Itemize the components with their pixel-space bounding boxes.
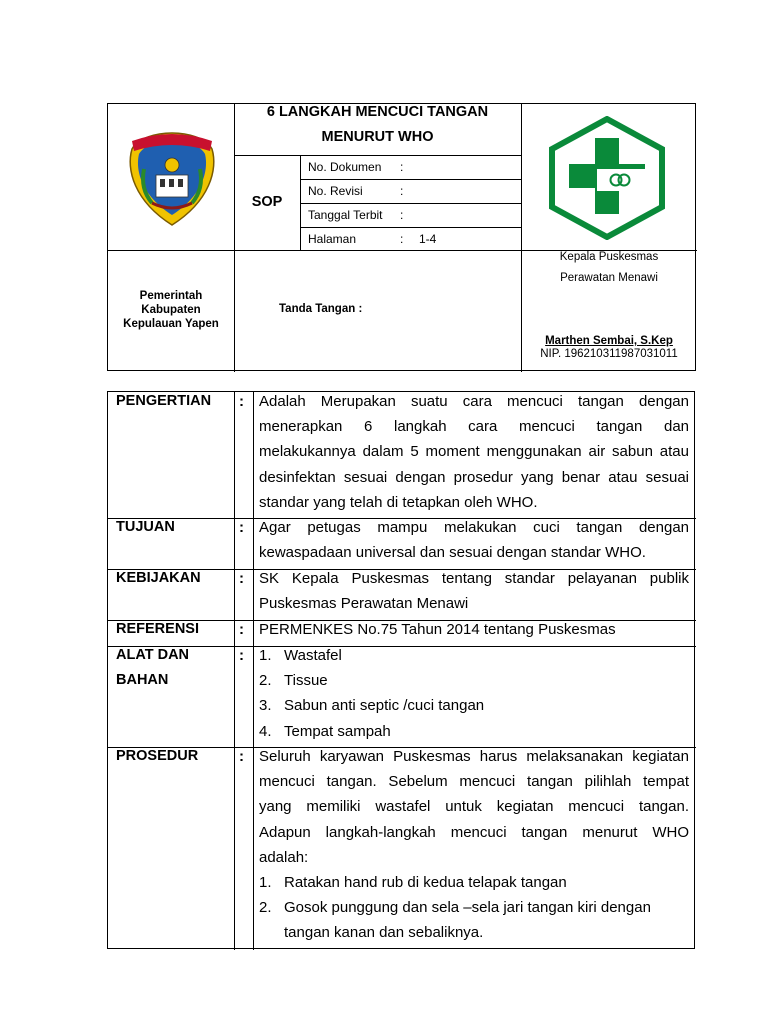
doc-field-halaman-value: 1-4 — [419, 232, 437, 246]
tujuan-colon: : — [239, 519, 244, 536]
sop-label: SOP — [251, 194, 283, 210]
doc-field-tanggal-sep: : — [400, 208, 404, 222]
kebijakan-text: SK Kepala Puskesmas tentang standar pelayanan publik Puskesmas Perawatan Menawi — [259, 570, 689, 613]
kebijakan-label: KEBIJAKAN — [116, 570, 201, 586]
head-title-line2: Perawatan Menawi — [560, 272, 658, 284]
alat-item: 1. Wastafel — [259, 647, 342, 664]
alat-item: 3. Sabun anti septic /cuci tangan — [259, 697, 485, 715]
alat-list — [259, 643, 689, 744]
prosedur-text: Seluruh karyawan Puskesmas harus melaksanakan kegiatan mencuci tangan. Sebelum mencuci tangan pilihlah tempat yang memiliki wastafel untuk kegiatan mencuci tangan. Adapun langkah-langkah mencuci tangan menurut WHO adalah: 1. Ratakan hand rub di kedua telapak tangan 2. Gosok punggung dan sela –sela jari tangan kiri dengan tangan kanan dan sebaliknya. — [259, 744, 689, 946]
referensi-label: REFERENSI — [116, 621, 199, 637]
gov-line3: Kepulauan Yapen — [123, 318, 219, 330]
puskesmas-logo — [548, 116, 666, 240]
alat-label-line1: ALAT DAN — [116, 647, 190, 663]
pengertian-text: Adalah Merupakan suatu cara mencuci tangan dengan menerapkan 6 langkah cara mencuci tangan dan melakukannya dalam 5 moment menggunakan air sabun atau desinfektan sesuai dengan prosedur yang benar atau sesuai standar yang telah di tetapkan oleh WHO. — [259, 393, 689, 511]
referensi-colon: : — [239, 621, 244, 638]
head-title-line1: Kepala Puskesmas — [559, 251, 659, 263]
regency-crest-logo — [122, 129, 222, 229]
tujuan-label: TUJUAN — [116, 519, 175, 535]
prosedur-step: 2. Gosok punggung dan sela –sela jari tangan kiri dengan tangan kanan dan sebaliknya. — [259, 899, 651, 942]
alat-colon: : — [239, 647, 244, 664]
gov-line2: Kabupaten — [141, 304, 201, 316]
pengertian-label: PENGERTIAN — [116, 393, 212, 409]
doc-field-revisi-sep: : — [400, 184, 404, 198]
head-nip: NIP. 196210311987031011 — [540, 348, 678, 360]
doc-field-halaman-sep: : — [400, 232, 404, 246]
signature-label: Tanda Tangan : — [279, 303, 363, 315]
kebijakan-colon: : — [239, 570, 244, 587]
gov-line1: Pemerintah — [139, 290, 203, 302]
sop-body-table — [107, 391, 695, 949]
sop-title-line1: 6 LANGKAH MENCUCI TANGAN — [266, 104, 489, 120]
prosedur-step: 1. Ratakan hand rub di kedua telapak tangan — [259, 874, 567, 892]
doc-field-halaman-label: Halaman — [308, 232, 357, 246]
referensi-text: PERMENKES No.75 Tahun 2014 tentang Puskesmas — [259, 621, 616, 638]
tujuan-text: Agar petugas mampu melakukan cuci tangan dengan kewaspadaan universal dan sesuai dengan standar WHO. — [259, 519, 689, 562]
doc-field-nomor-label: No. Dokumen — [308, 160, 382, 174]
alat-item: 4. Tempat sampah — [259, 722, 391, 740]
prosedur-label: PROSEDUR — [116, 748, 199, 764]
head-name: Marthen Sembai, S.Kep — [545, 335, 673, 347]
doc-field-nomor-sep: : — [400, 160, 404, 174]
alat-item: 2. Tissue — [259, 672, 328, 690]
prosedur-colon: : — [239, 748, 244, 765]
pengertian-colon: : — [239, 393, 244, 410]
alat-label-line2: BAHAN — [116, 672, 169, 688]
sop-header-table — [107, 103, 696, 371]
doc-field-revisi-label: No. Revisi — [308, 184, 363, 198]
doc-field-tanggal-label: Tanggal Terbit — [308, 208, 383, 222]
sop-title-line2: MENURUT WHO — [321, 129, 434, 145]
